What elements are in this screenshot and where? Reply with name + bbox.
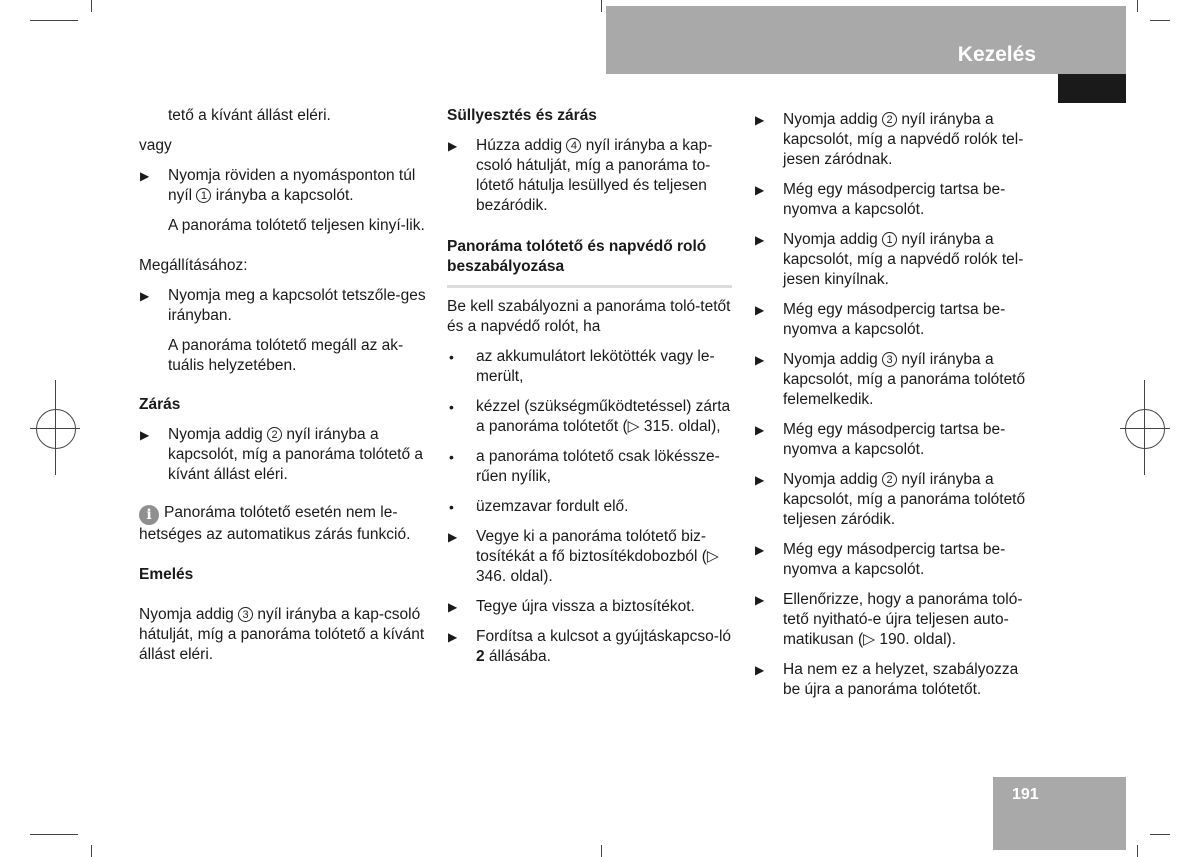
triangle-bullet-icon: ▶	[448, 600, 458, 614]
subheading: Zárás	[139, 396, 181, 413]
circled-number: 3	[882, 352, 897, 367]
registration-circle	[36, 409, 76, 449]
crop-mark	[91, 845, 92, 857]
dot-bullet-icon: •	[449, 449, 454, 465]
instruction-item: ▶ Fordítsa a kulcsot a gyújtáskapcso-ló 2 állásába.	[448, 628, 732, 665]
list-item: • az akkumulátort lekötötték vagy le-merült,	[449, 348, 715, 385]
paragraph: Megállításához:	[139, 257, 248, 274]
circled-number: 1	[882, 232, 897, 247]
subheading: Panoráma tolótető és napvédő roló beszabályozása	[447, 238, 707, 275]
info-note: i Panoráma tolótető esetén nem le-hetséges az automatikus zárás funkció.	[139, 504, 411, 543]
instruction-item: ▶ Nyomja röviden a nyomásponton túl nyíl 1 irányba a kapcsolót.	[140, 167, 416, 204]
circled-number: 2	[882, 112, 897, 127]
paragraph: Nyomja addig 3 nyíl irányba a kap-csoló hátulját, míg a panoráma tolótető a kívánt állást eléri.	[139, 606, 425, 663]
circled-number: 2	[882, 472, 897, 487]
dot-bullet-icon: •	[449, 349, 454, 365]
crop-mark	[1137, 0, 1138, 12]
result-text: A panoráma tolótető teljesen kinyí-lik.	[168, 217, 425, 234]
section-title: Kezelés	[957, 43, 1036, 66]
dot-bullet-icon: •	[449, 399, 454, 415]
instruction-item: ▶ Nyomja addig 2 nyíl irányba a kapcsolót, míg a panoráma tolótető teljesen záródik.	[755, 471, 1026, 528]
section-header-bar	[606, 6, 1126, 74]
triangle-bullet-icon: ▶	[448, 630, 458, 644]
instruction-item: ▶ Vegye ki a panoráma tolótető biz-tosítékát a fő biztosítékdobozból (▷ 346. oldal).	[448, 528, 719, 585]
instruction-item: ▶ Nyomja addig 2 nyíl irányba a kapcsolót, míg a panoráma tolótető a kívánt állást eléri.	[140, 426, 424, 483]
circled-number: 3	[238, 607, 253, 622]
triangle-bullet-icon: ▶	[755, 183, 765, 197]
crop-mark	[30, 20, 78, 21]
triangle-bullet-icon: ▶	[140, 428, 150, 442]
dot-bullet-icon: •	[449, 499, 454, 515]
crop-mark	[91, 0, 92, 12]
instruction-item: ▶ Nyomja meg a kapcsolót tetszőle-ges irányban.	[140, 287, 426, 324]
instruction-item: ▶ Húzza addig 4 nyíl irányba a kap-csoló hátulját, míg a panoráma to-lótető hátulja lesüllyed és teljesen bezáródik.	[448, 137, 713, 214]
triangle-bullet-icon: ▶	[755, 593, 765, 607]
subheading: Emelés	[139, 566, 194, 583]
circled-number: 4	[566, 138, 581, 153]
triangle-bullet-icon: ▶	[448, 530, 458, 544]
triangle-bullet-icon: ▶	[755, 233, 765, 247]
paragraph: Be kell szabályozni a panoráma toló-tetőt és a napvédő rolót, ha	[447, 298, 731, 335]
instruction-item: ▶ Még egy másodpercig tartsa be-nyomva a kapcsolót.	[755, 301, 1006, 338]
triangle-bullet-icon: ▶	[140, 169, 150, 183]
triangle-bullet-icon: ▶	[448, 139, 458, 153]
triangle-bullet-icon: ▶	[755, 303, 765, 317]
crop-mark	[601, 0, 602, 12]
instruction-item: ▶ Ha nem ez a helyzet, szabályozza be újra a panoráma tolótetőt.	[755, 661, 1019, 698]
list-item: • kézzel (szükségműködtetéssel) zárta a panoráma tolótetőt (▷ 315. oldal),	[449, 398, 731, 435]
result-text: A panoráma tolótető megáll az ak-tuális helyzetében.	[168, 337, 404, 374]
list-item: • a panoráma tolótető csak lökéssze-rűen nyílik,	[449, 448, 720, 485]
triangle-bullet-icon: ▶	[755, 543, 765, 557]
instruction-item: ▶ Nyomja addig 3 nyíl irányba a kapcsolót, míg a panoráma tolótető felemelkedik.	[755, 351, 1026, 408]
paragraph: vagy	[139, 137, 172, 154]
instruction-item: ▶ Nyomja addig 2 nyíl irányba a kapcsolót, míg a napvédő rolók tel-jesen záródnak.	[755, 111, 1024, 168]
crop-mark	[601, 845, 602, 857]
subheading: Süllyesztés és zárás	[447, 107, 597, 124]
paragraph: tető a kívánt állást eléri.	[168, 107, 331, 124]
triangle-bullet-icon: ▶	[755, 353, 765, 367]
registration-circle	[1125, 409, 1165, 449]
circled-number: 1	[196, 188, 211, 203]
instruction-item: ▶ Ellenőrizze, hogy a panoráma toló-tető nyitható-e újra teljesen auto-matikusan (▷ 190. oldal).	[755, 591, 1023, 648]
column-3	[754, 110, 1039, 700]
info-icon: i	[139, 505, 159, 525]
triangle-bullet-icon: ▶	[755, 473, 765, 487]
triangle-bullet-icon: ▶	[755, 423, 765, 437]
instruction-item: ▶ Tegye újra vissza a biztosítékot.	[448, 598, 695, 615]
page-number: 191	[1012, 786, 1039, 803]
circled-number: 2	[267, 427, 282, 442]
instruction-item: ▶ Nyomja addig 1 nyíl irányba a kapcsolót, míg a napvédő rolók tel-jesen kinyílnak.	[755, 231, 1024, 288]
column-1	[139, 106, 429, 665]
instruction-item: ▶ Még egy másodpercig tartsa be-nyomva a kapcsolót.	[755, 541, 1006, 578]
triangle-bullet-icon: ▶	[755, 663, 765, 677]
crop-mark	[1150, 20, 1170, 21]
instruction-item: ▶ Még egy másodpercig tartsa be-nyomva a kapcsolót.	[755, 421, 1006, 458]
column-2	[447, 106, 732, 667]
triangle-bullet-icon: ▶	[140, 289, 150, 303]
crop-mark	[1150, 834, 1170, 835]
instruction-item: ▶ Még egy másodpercig tartsa be-nyomva a kapcsolót.	[755, 181, 1006, 218]
triangle-bullet-icon: ▶	[755, 113, 765, 127]
crop-mark	[1137, 845, 1138, 857]
section-tab-marker	[1058, 74, 1126, 103]
heading-rule	[447, 285, 732, 288]
crop-mark	[30, 834, 78, 835]
list-item: • üzemzavar fordult elő.	[449, 498, 629, 515]
